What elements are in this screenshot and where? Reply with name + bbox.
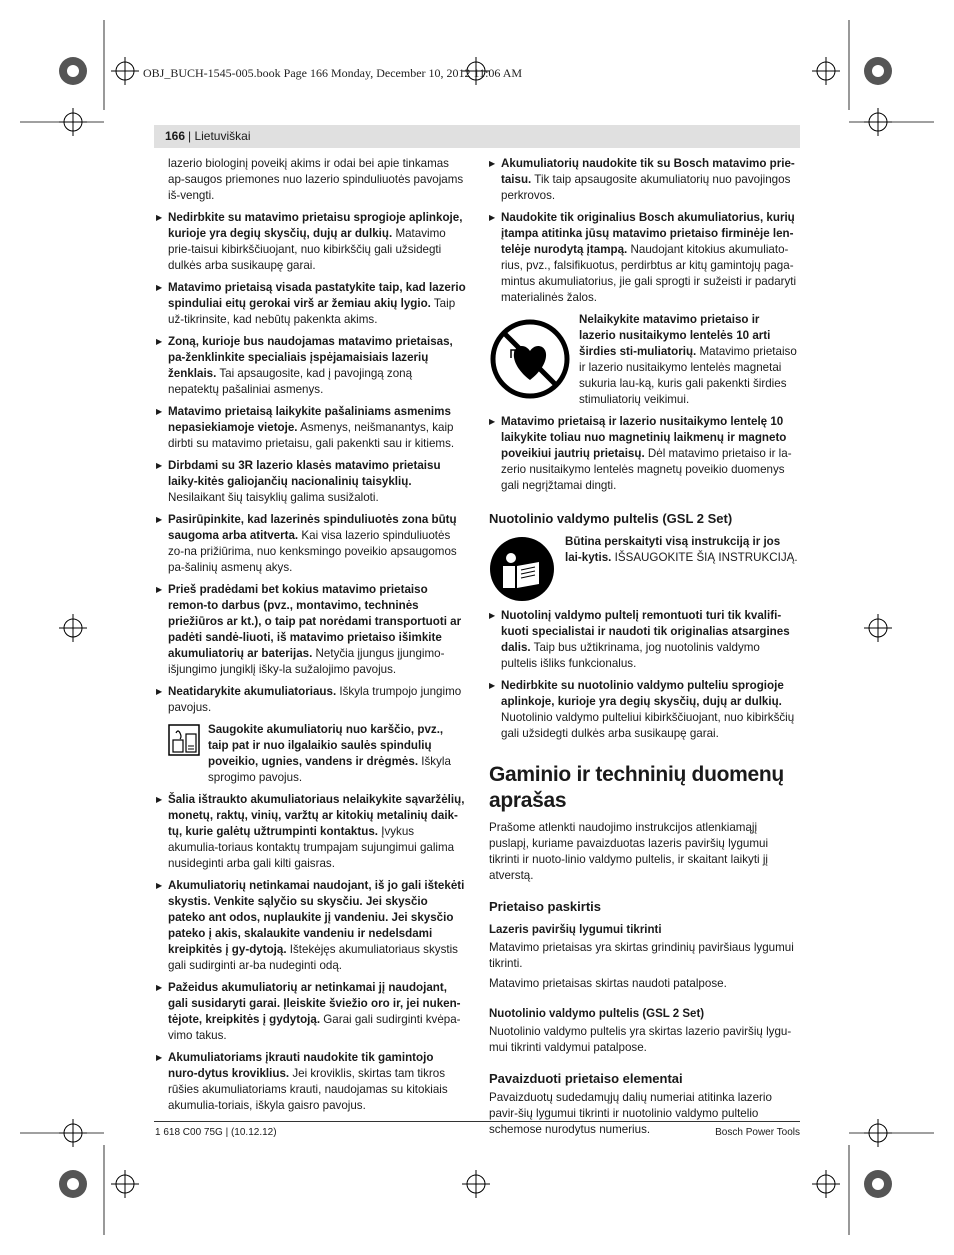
remote-safety-heading: Nuotolinio valdymo pultelis (GSL 2 Set) xyxy=(489,511,733,526)
footer-doc-code: 1 618 C00 75G | (10.12.12) xyxy=(155,1127,277,1138)
footer-rule xyxy=(154,1121,800,1122)
safety-item: ▶ Nedirbkite su matavimo prietaisu sprogioje aplinkoje, kurioje yra degių skysčių, dujų ar dulkių. Matavimo prie-taisui kibirkščiuojant, nuo kibirkščių gali užsidegti dulkės arba susikaupę garai. xyxy=(156,210,466,274)
safety-item: ▶ Nuotolinį valdymo pultelį remontuoti turi tik kvalifi-kuoti specialistai ir naudoti tik originalias atsargines dalis. Taip bus užtikrinama, jog nuotolinis valdymo pultelis išliks funkcionalus. xyxy=(489,608,799,672)
safety-item: ▶ Pasirūpinkite, kad lazerinės spinduliuotės zona būtų saugoma arba atitverta. Kai visa lazerio spinduliuotės zo-na prižiūrima, nuo kenksmingo poveikio apsaugomos pa-šalinių asmenų akys. xyxy=(156,512,466,576)
elements-heading: Pavaizduoti prietaiso elementai xyxy=(489,1071,683,1086)
left-column xyxy=(156,156,466,1114)
safety-item: ▶ Akumuliatoriams įkrauti naudokite tik gamintojo nuro-dytus kroviklius. Jei kroviklis, skirtas tam tikros rūšies akumuliatoriams krauti, naudojamas su kitokiais akumulia-toriais, iškyla gaisro pavojus. xyxy=(156,1050,466,1114)
battery-heat-warning-icon xyxy=(168,724,200,756)
purpose-heading: Prietaiso paskirtis xyxy=(489,899,601,914)
elements-text: Pavaizduotų sudedamųjų dalių numeriai atitinka lazerio pavir-šių lygumui tikrinti ir nuotolinio valdymo pultelio schemose nurodytus numerius. xyxy=(489,1091,772,1136)
safety-item: ▶ Matavimo prietaisą visada pastatykite taip, kad lazerio spinduliai eitų gerokai virš ar žemiau akių lygio. Taip už-tikrinsite, kad nebūtų pakenkta akims. xyxy=(156,280,466,328)
page-number: 166 xyxy=(165,129,186,143)
intro-paragraph: Prašome atlenkti naudojimo instrukcijos atlenkiamąjį puslapį, kuriame pavaizduotas lazeris paviršių lygumui tikrinti ir nuoto-linio valdymo pultelis, ir skaitant laikyti jį atverstą. xyxy=(489,821,769,882)
read-manual-block xyxy=(489,534,799,602)
safety-item: ▶ Dirbdami su 3R lazerio klasės matavimo prietaisu laiky-kitės galiojančių nacionalinių taisyklių. Nesilaikant šių taisyklių galima susižaloti. xyxy=(156,458,466,506)
footer-brand: Bosch Power Tools xyxy=(715,1127,800,1138)
remote-purpose-text: Nuotolinio valdymo pultelis yra skirtas lazerio paviršių lygu-mui tikrinti valdymui patalpose. xyxy=(489,1025,792,1054)
safety-item: ▶ Akumuliatorių naudokite tik su Bosch matavimo prie-taisu. Tik taip apsaugosite akumuliatorių nuo pavojingos perkrovos. xyxy=(489,156,799,204)
read-manual-text: Būtina perskaityti visą instrukciją ir jos lai-kytis. IŠSAUGOKITE ŠIĄ INSTRUKCIJĄ. xyxy=(565,535,798,564)
heat-warning-block xyxy=(156,722,466,786)
no-pacemaker-icon xyxy=(489,318,571,400)
laser-indoor-text: Matavimo prietaisas skirtas naudoti patalpose. xyxy=(489,977,727,990)
laser-subheading: Lazeris paviršių lygumui tikrinti xyxy=(489,924,662,936)
remote-subheading: Nuotolinio valdymo pultelis (GSL 2 Set) xyxy=(489,1008,705,1020)
page-language: | Lietuviškai xyxy=(188,129,251,143)
pacemaker-warning-text: Nelaikykite matavimo prietaiso ir lazerio nusitaikymo lentelės 10 arti širdies sti-muliatorių. Matavimo prietaiso ir lazerio nusitaikymo lentelės magnetai sukuria lau-ką, kuris gali pakenkti širdies stimuliatorių veikimui. xyxy=(579,313,797,406)
safety-item: ▶ Pažeidus akumuliatorių ar netinkamai jį naudojant, gali susidaryti garai. Įleiskite šviežio oro ir, jei nuken-tėjote, kreipkitės į gydytoją. Garai gali sudirginti kvėpa-vimo takus. xyxy=(156,980,466,1044)
safety-item: ▶ Naudokite tik originalius Bosch akumuliatorius, kurių įtampa atitinka jūsų matavimo prietaiso firminėje len-telėje nurodytą įtampą. Naudojant kitokius akumuliato-rius, pvz., falsifikuotus, perdirbtus ar kitų gamintojų paga-mintus akumuliatorius, jie gali sprogti ir sužeisti ir padaryti materialinės žalos. xyxy=(489,210,799,306)
paragraph: lazerio biologinį poveikį akims ir odai bei apie tinkamas ap-saugos priemones nuo lazerio spinduliuotės pavojams iš-vengti. xyxy=(168,157,464,202)
safety-item: ▶ Zoną, kurioje bus naudojamas matavimo prietaisas, pa-ženklinkite specialiais įspėjamaisiais lazerių ženklais. Tai apsaugosite, kad į pavojingą zoną nepatektų pašaliniai asmenys. xyxy=(156,334,466,398)
safety-item: ▶ Prieš pradėdami bet kokius matavimo prietaiso remon-to darbus (pvz., montavimo, techninės priežiūros ar kt.), o taip pat norėdami transportuoti ar padėti sandė-liuoti, iš matavimo prietaiso išimkite akumuliatorių ar baterijas. Netyčia įjungus įjungimo-išjungimo jungiklį išky-la sužalojimo pavojus. xyxy=(156,582,466,678)
safety-item: ▶ Nedirbkite su nuotolinio valdymo pulteliu sprogioje aplinkoje, kurioje yra degių skysčių, dujų ar dulkių. Nuotolinio valdymo pulteliui kibirkščiuojant, nuo kibirkščių gali užsidegti dulkės arba susikaupę garai. xyxy=(489,678,799,742)
safety-item: ▶ Akumuliatorių netinkamai naudojant, iš jo gali ištekėti skystis. Venkite sąlyčio su skysčiu. Jei skysčio pateko ant odos, nuplaukite jį vandeniu. Jei skysčio pateko į akis, skalaukite vandeniu ir nedelsdami kreipkitės į gy-dytoją. Ištekėjęs akumuliatoriaus skystis gali sudirginti ar-ba nudeginti odą. xyxy=(156,878,466,974)
laser-purpose-text: Matavimo prietaisas yra skirtas grindinių paviršiaus lygumui tikrinti. xyxy=(489,941,794,970)
safety-item: ▶ Šalia ištraukto akumuliatoriaus nelaikykite sąvaržėlių, monetų, raktų, vinių, varžtų ar kitokių metalinių daik-tų, kurie galėtų užtrumpinti kontaktus. Įvykus akumulia-toriaus kontaktų trumpajam sujungimui galima nusideginti arba gali kilti gaisras. xyxy=(156,792,466,872)
pacemaker-warning-block xyxy=(489,312,799,408)
right-column xyxy=(489,156,799,1138)
safety-item: ▶ Matavimo prietaisą laikykite pašaliniams asmenims nepasiekiamoje vietoje. Asmenys, neišmanantys, kaip dirbti su matavimo prietaisu, gali pakenkti sau ir kitiems. xyxy=(156,404,466,452)
read-manual-icon xyxy=(489,536,555,602)
page-header-bar xyxy=(154,125,800,148)
section-title: Gaminio ir techninių duomenų aprašas xyxy=(489,763,784,812)
safety-item: ▶ Neatidarykite akumuliatoriaus. Iškyla trumpojo jungimo pavojus. xyxy=(156,684,466,716)
print-info-line: OBJ_BUCH-1545-005.book Page 166 Monday, December 10, 2012 11:06 AM xyxy=(143,66,523,80)
safety-item: ▶ Matavimo prietaisą ir lazerio nusitaikymo lentelę 10 laikykite toliau nuo magnetinių laikmenų ir magneto poveikiui jautrių prietaisų. Dėl matavimo prietaiso ir la-zerio nusitaikymo lentelės magnetų poveikio duomenys gali negrįžtamai dingti. xyxy=(489,414,799,494)
heat-warning-text: Saugokite akumuliatorių nuo karščio, pvz., taip pat ir nuo ilgalaikio saulės spindulių poveikio, ugnies, vandens ir drėgmės. Iškyla sprogimo pavojus. xyxy=(208,723,451,784)
